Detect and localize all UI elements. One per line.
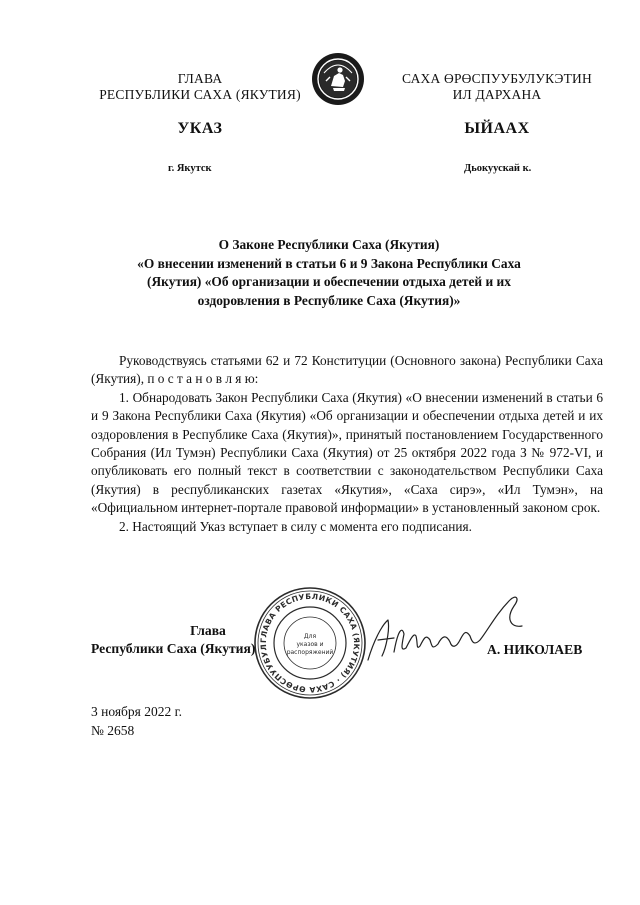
signatory-title-line1: Глава xyxy=(190,623,226,638)
intro-paragraph: Руководствуясь статьями 62 и 72 Конституции (Основного закона) Республики Саха (Якутия), п о с т а н о в л я ю: xyxy=(91,353,603,387)
city-left: г. Якутск xyxy=(168,163,212,174)
official-stamp xyxy=(252,585,368,701)
issuer-left-line1: ГЛАВА xyxy=(177,71,223,86)
issuer-left xyxy=(82,71,318,103)
stamp-ring-text: ГЛАВА РЕСПУБЛИКИ САХА (ЯКУТИЯ) · САХА ӨРӨСПУУБУЛ xyxy=(258,591,362,695)
doc-type-right: ЫЙААХ xyxy=(464,120,530,137)
item-1-paragraph: 1. Обнародовать Закон Республики Саха (Якутия) «О внесении изменений в статьи 6 и 9 Закона Республики Саха (Якутия) «Об организации и обеспечении отдыха детей и их оздоровления в Республике Саха (Якутия)», принятый постановлением Государственного Собрания (Ил Тумэн) Республики Саха (Якутия) от 25 октября 2022 года З № 972-VI, и опубликовать его полный текст в соответствии с законодательством Республики Саха (Якутия) в республиканских газетах «Якутия», «Саха сирэ», «Ил Тумэн», на «Официальном интернет-портале правовой информации» в установленный законом срок. xyxy=(91,389,603,516)
item-2-paragraph: 2. Настоящий Указ вступает в силу с момента его подписания. xyxy=(119,518,472,534)
doc-type-left: УКАЗ xyxy=(177,120,223,137)
stamp-center-line3: распоряжений xyxy=(286,649,334,656)
stamp-center-line2: указов и xyxy=(296,641,324,648)
issuer-right-line1: САХА ӨРӨСПУУБУЛУКЭТИН xyxy=(402,71,592,86)
issuer-left-line2: РЕСПУБЛИКИ САХА (ЯКУТИЯ) xyxy=(99,87,301,102)
title-line-2: «О внесении изменений в статьи 6 и 9 Закона Республики Саха xyxy=(137,255,521,271)
issuer-right-line2: ИЛ ДАРХАНА xyxy=(452,87,542,102)
title-line-4: оздоровления в Республике Саха (Якутия)» xyxy=(197,292,461,308)
signatory-title-line2: Республики Саха (Якутия) xyxy=(91,641,256,656)
title-line-3: (Якутия) «Об организации и обеспечении отдыха детей и их xyxy=(147,274,511,289)
decree-number: № 2658 xyxy=(91,723,135,738)
title-line-1: О Законе Республики Саха (Якутия) xyxy=(218,237,440,252)
city-right: Дьокуускай к. xyxy=(464,163,532,174)
signatory-name: А. НИКОЛАЕВ xyxy=(487,642,583,657)
coat-of-arms-icon xyxy=(310,51,366,107)
stamp-center-line1: Для xyxy=(303,633,317,640)
document-body xyxy=(91,352,603,536)
document-title xyxy=(90,236,568,310)
signing-date: 3 ноября 2022 г. xyxy=(91,704,183,719)
issuer-right xyxy=(392,71,602,103)
